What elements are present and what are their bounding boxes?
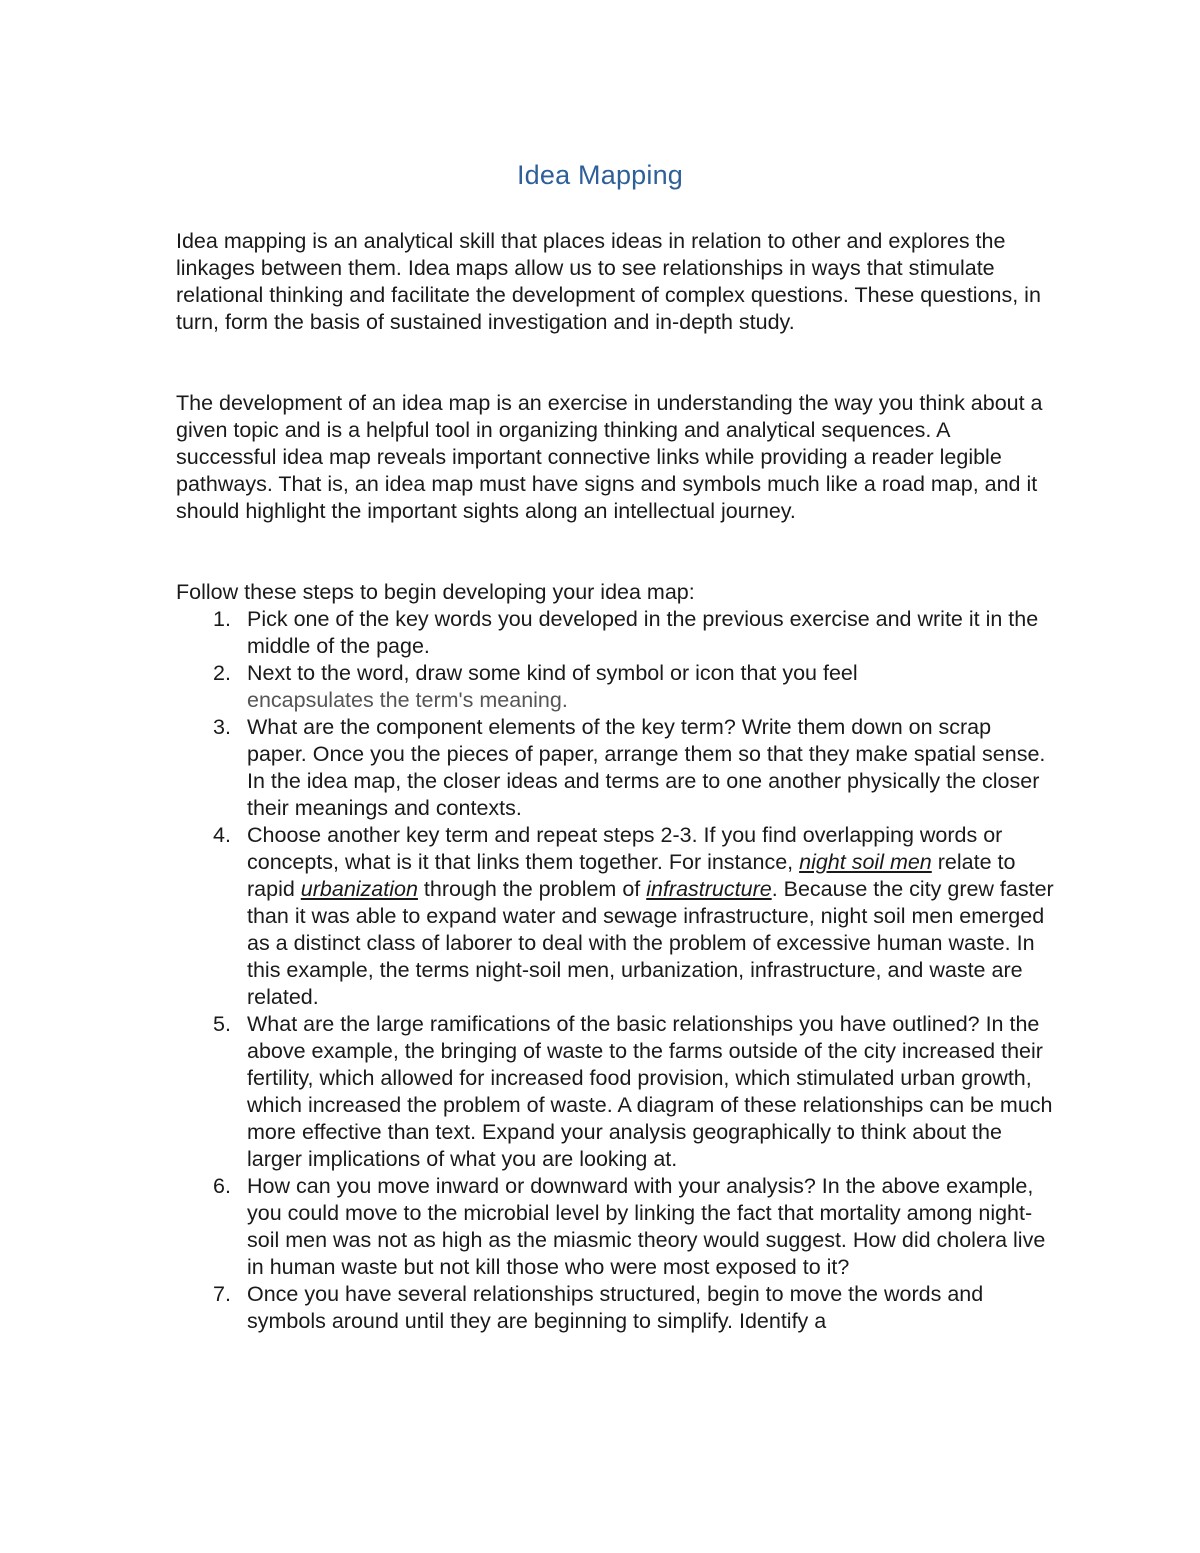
list-item xyxy=(176,1011,1056,1173)
page-title: Idea Mapping xyxy=(516,160,684,190)
step-text-part: Choose another key term and repeat steps 2-3. If you find overlapping words or concepts, what is it that links them together. For instance, xyxy=(247,823,1003,874)
step-text-part: through the problem of xyxy=(417,877,647,901)
step-text: How can you move inward or downward with your analysis? In the above example, you could move to the microbial level by linking the fact that mortality among night-soil men was not as high as the miasmic theory would suggest. How did cholera live in human waste but not kill those who were most exposed to it? xyxy=(247,1174,1046,1279)
step-text-part: . Because the city grew faster than it was able to expand water and sewage infrastructure, night soil men emerged as a distinct class of laborer to deal with the problem of excessive human waste. In this example, the terms night-soil men, urbanization, infrastructure, and waste are related. xyxy=(247,877,1054,1009)
step-text: Once you have several relationships structured, begin to move the words and symbols around until they are beginning to simplify. Identify a xyxy=(247,1282,984,1333)
intro-paragraph: Idea mapping is an analytical skill that places ideas in relation to other and explores the linkages between them. Idea maps allow us to see relationships in ways that stimulate relational thinking and facilitate the development of complex questions. These questions, in turn, form the basis of sustained investigation and in-depth study. xyxy=(176,229,1041,334)
emphasis-term: urbanization xyxy=(300,877,418,901)
steps-intro: Follow these steps to begin developing your idea map: xyxy=(176,580,695,604)
step-text-part: relate to rapid xyxy=(247,850,1016,901)
step-number: 7. xyxy=(213,1282,231,1306)
step-number: 1. xyxy=(213,607,231,631)
emphasis-term: night soil men xyxy=(799,850,932,874)
step-text: Next to the word, draw some kind of symbol or icon that you feel xyxy=(247,661,858,685)
step-text: What are the large ramifications of the basic relationships you have outlined? In the above example, the bringing of waste to the farms outside of the city increased their fertility, which allowed for increased food provision, which stimulated urban growth, which increased the problem of waste. A diagram of these relationships can be much more effective than text. Expand your analysis geographically to think about the larger implications of what you are looking at. xyxy=(247,1012,1053,1171)
step-number: 6. xyxy=(213,1174,231,1198)
step-text: Pick one of the key words you developed in the previous exercise and write it in the middle of the page. xyxy=(247,607,1039,658)
list-item xyxy=(176,660,1056,714)
step-number: 3. xyxy=(213,715,231,739)
list-item xyxy=(176,1281,1056,1335)
list-item xyxy=(176,714,1056,822)
step-number: 4. xyxy=(213,823,231,847)
step-text-continued: encapsulates the term's meaning. xyxy=(247,688,568,712)
step-number: 2. xyxy=(213,661,231,685)
list-item xyxy=(176,822,1056,1011)
list-item xyxy=(176,1173,1056,1281)
step-number: 5. xyxy=(213,1012,231,1036)
steps-list xyxy=(176,606,1056,1335)
emphasis-term: infrastructure xyxy=(646,877,772,901)
list-item xyxy=(176,606,1056,660)
development-paragraph: The development of an idea map is an exercise in understanding the way you think about a given topic and is a helpful tool in organizing thinking and analytical sequences. A successful idea map reveals important connective links while providing a reader legible pathways. That is, an idea map must have signs and symbols much like a road map, and it should highlight the important sights along an intellectual journey. xyxy=(176,391,1043,523)
step-text: What are the component elements of the key term? Write them down on scrap paper. Once you the pieces of paper, arrange them so that they make spatial sense. In the idea map, the closer ideas and terms are to one another physically the closer their meanings and contexts. xyxy=(247,715,1046,820)
